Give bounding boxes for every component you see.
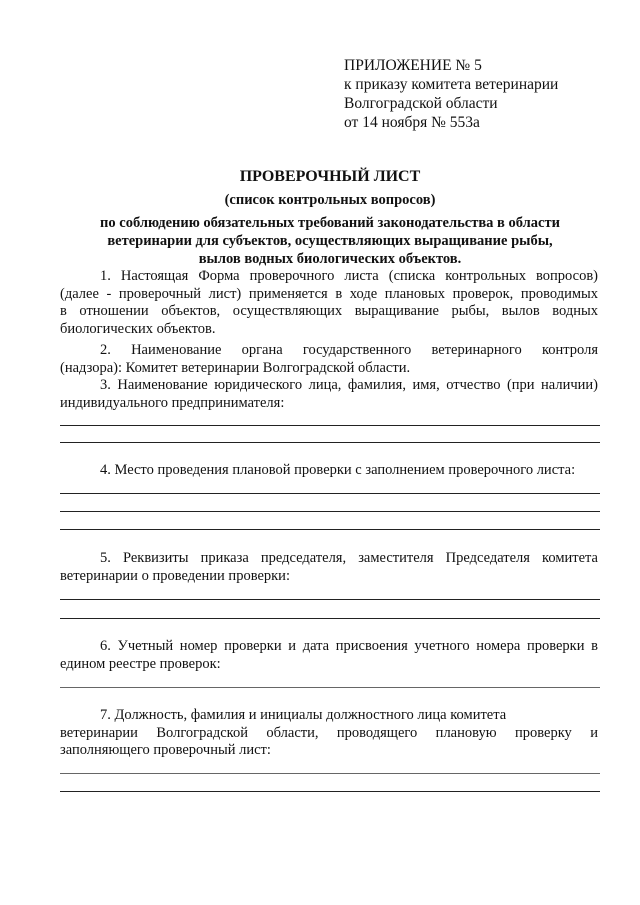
item-6-fill-line[interactable] — [60, 687, 600, 688]
item-1-paragraph — [60, 268, 598, 338]
document-subtitle: (список контрольных вопросов) — [224, 192, 436, 208]
document-scope-line-1: по соблюдению обязательных требований законодательства в области — [100, 215, 560, 231]
item-3-fill-line[interactable] — [60, 442, 600, 443]
item-4-fill-line[interactable] — [60, 493, 600, 494]
item-4-fill-line[interactable] — [60, 511, 600, 512]
item-3-line-1: 3. Наименование юридического лица, фамилия, имя, отчество (при наличии) — [100, 377, 598, 393]
item-7-line-2: ветеринарии Волгоградской области, проводящего плановую проверку и — [60, 724, 598, 741]
appendix-region: Волгоградской области — [344, 95, 498, 112]
item-7-line-1: 7. Должность, фамилия и инициалы должностного лица комитета — [100, 707, 507, 723]
document-scope-line-2: ветеринарии для субъектов, осуществляющих выращивание рыбы, — [107, 233, 553, 249]
item-1-line-3: в отношении объектов, осуществляющих выращивание рыбы, вылов водных — [60, 303, 598, 319]
item-7-fill-line[interactable] — [60, 791, 600, 792]
item-3-paragraph — [60, 377, 598, 412]
item-4-fill-line[interactable] — [60, 529, 600, 530]
item-2-paragraph — [60, 342, 598, 377]
item-6-line-2: едином реестре проверок: — [60, 655, 221, 672]
appendix-date: от 14 ноября № 553а — [344, 114, 480, 131]
item-2-line-1: 2. Наименование органа государственного ветеринарного контроля — [100, 342, 598, 358]
item-1-line-1: 1. Настоящая Форма проверочного листа (списка контрольных вопросов) — [100, 268, 598, 284]
item-7-paragraph — [60, 707, 598, 760]
document-scope-line-3: вылов водных биологических объектов. — [198, 251, 462, 267]
item-5-line-1: 5. Реквизиты приказа председателя, заместителя Председателя комитета — [100, 550, 598, 566]
appendix-order-ref: к приказу комитета ветеринарии — [344, 76, 559, 93]
item-3-line-2: индивидуального предпринимателя: — [60, 394, 285, 411]
document-title-block — [60, 166, 600, 268]
item-6-line-1: 6. Учетный номер проверки и дата присвоения учетного номера проверки в — [100, 638, 598, 654]
item-7-line-3: заполняющего проверочный лист: — [60, 742, 271, 758]
item-3-fill-line[interactable] — [60, 425, 600, 426]
item-1-line-4: биологических объектов. — [60, 320, 216, 337]
item-5-line-2: ветеринарии о проведении проверки: — [60, 567, 290, 584]
item-7-fill-line[interactable] — [60, 773, 600, 774]
document-title: ПРОВЕРОЧНЫЙ ЛИСТ — [239, 168, 421, 185]
item-5-fill-line[interactable] — [60, 618, 600, 619]
appendix-header — [344, 56, 558, 132]
item-4-paragraph — [60, 462, 598, 480]
appendix-number: ПРИЛОЖЕНИЕ № 5 — [344, 57, 482, 74]
item-1-line-2: (далее - проверочный лист) применяется в ходе плановых проверок, проводимых — [60, 285, 598, 302]
item-2-line-2: (надзора): Комитет ветеринарии Волгоградской области. — [60, 359, 411, 376]
item-6-paragraph — [60, 638, 598, 673]
item-5-fill-line[interactable] — [60, 599, 600, 600]
item-5-paragraph — [60, 550, 598, 585]
item-4-line-1: 4. Место проведения плановой проверки с заполнением проверочного листа: — [100, 462, 576, 478]
